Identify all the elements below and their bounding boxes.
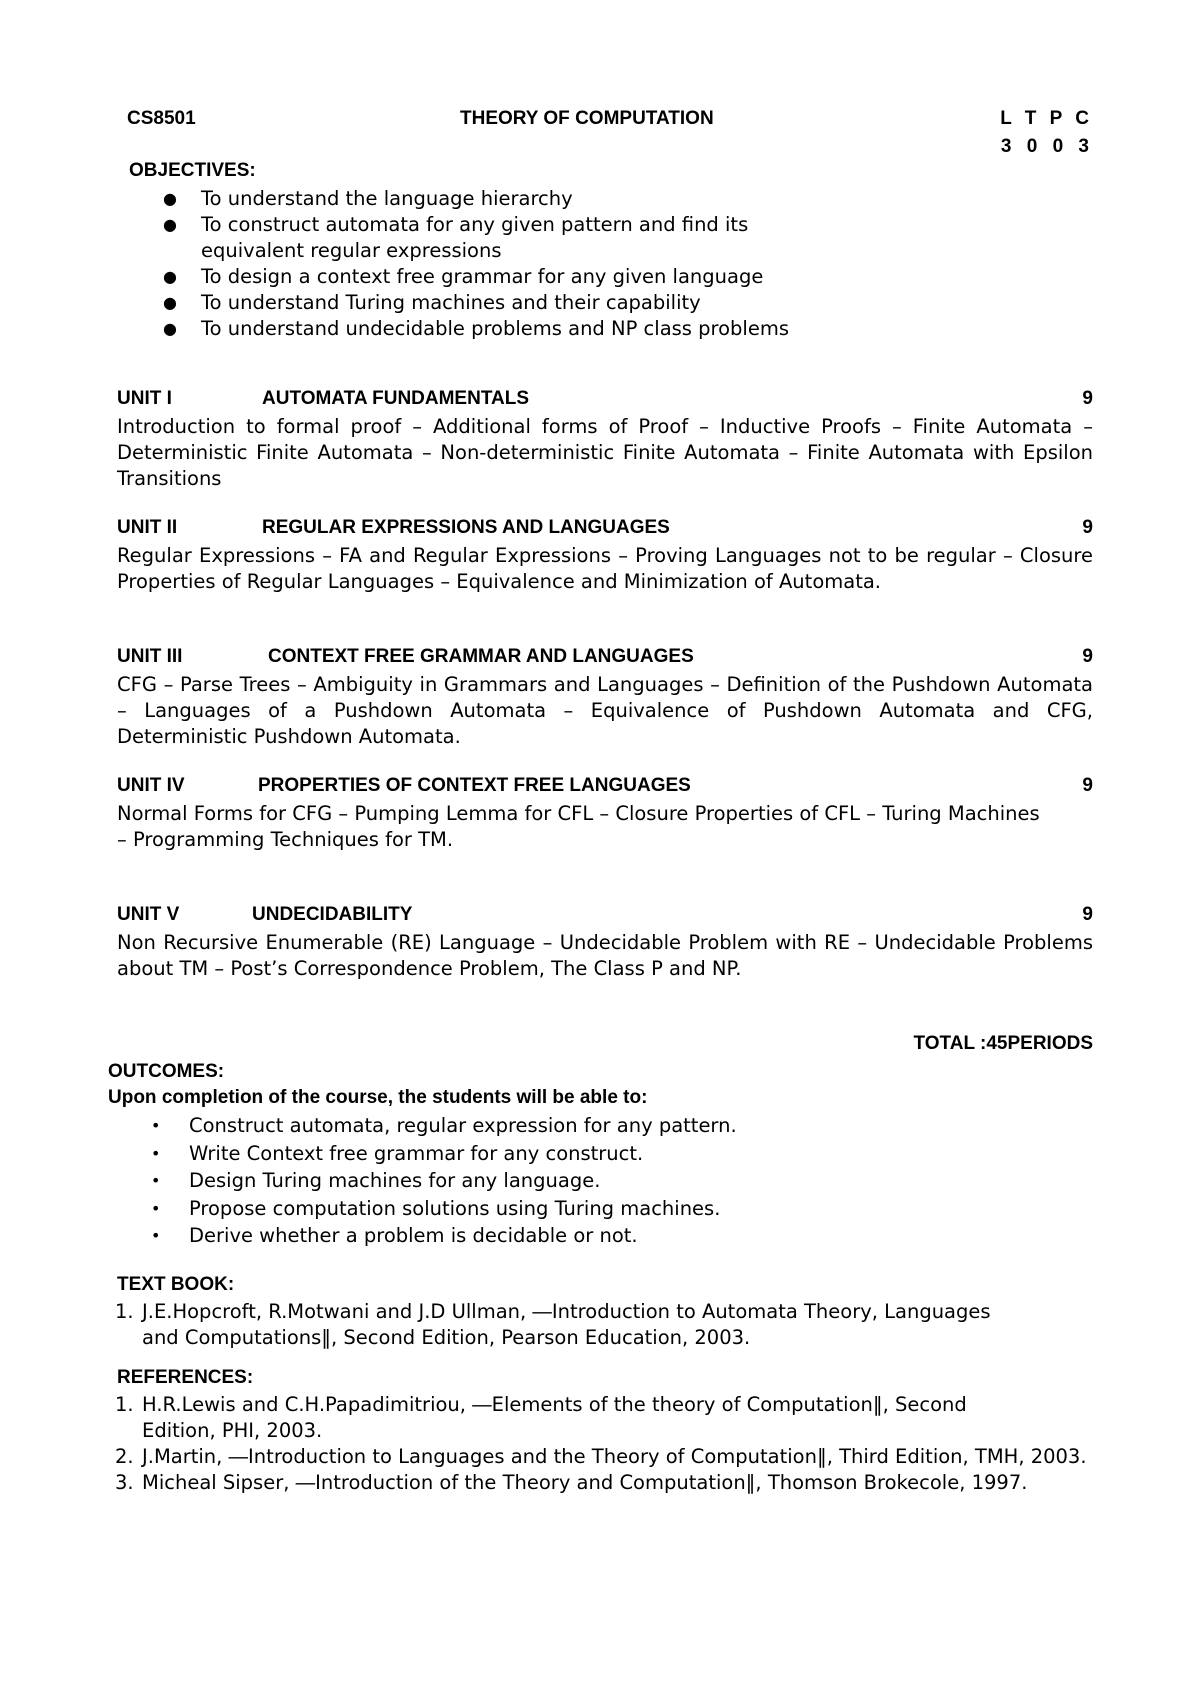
list-item: 2. J.Martin, ―Introduction to Languages and the Theory of Computation‖, Third Edition, TMH, 2003.	[115, 1445, 1087, 1468]
unit-section	[117, 517, 1093, 595]
list-item: • Design Turing machines for any language.	[189, 1167, 989, 1195]
unit-hours: 9	[1082, 775, 1093, 796]
unit-section	[117, 775, 1093, 853]
unit-content-cont: – Programming Techniques for TM.	[117, 828, 454, 851]
unit-hours: 9	[1082, 904, 1093, 925]
unit-hours: 9	[1082, 646, 1093, 667]
unit-title: REGULAR EXPRESSIONS AND LANGUAGES	[262, 517, 670, 538]
list-item: • Propose computation solutions using Turing machines.	[189, 1195, 989, 1223]
unit-heading	[117, 517, 1093, 543]
list-item: 1. H.R.Lewis and C.H.Papadimitriou, ―Elements of the theory of Computation‖, Second Edition, PHI, 2003.	[115, 1393, 967, 1442]
unit-title: UNDECIDABILITY	[252, 904, 413, 925]
list-item: ● To understand the language hierarchy	[163, 187, 573, 210]
bullet-icon: •	[151, 1171, 161, 1190]
references-title: REFERENCES:	[117, 1367, 254, 1388]
bullet-icon: •	[151, 1226, 161, 1245]
unit-number: UNIT V	[117, 904, 180, 925]
bullet-icon: ●	[163, 319, 177, 338]
list-item: • Derive whether a problem is decidable or not.	[189, 1222, 989, 1250]
unit-content: Regular Expressions – FA and Regular Expressions – Proving Languages not to be regular – Closure Properties of Regular Languages – Equivalence and Minimization of Automata.	[117, 544, 1093, 593]
list-item: 3. Micheal Sipser, ―Introduction of the Theory and Computation‖, Thomson Brokecole, 1997.	[115, 1471, 1028, 1494]
list-item: ● To design a context free grammar for any given language	[163, 265, 764, 288]
references-list	[115, 1392, 1102, 1496]
objectives-list	[163, 186, 901, 342]
outcomes-intro: Upon completion of the course, the students will be able to:	[108, 1087, 648, 1108]
unit-number: UNIT IV	[117, 775, 185, 796]
unit-heading	[117, 904, 1093, 930]
unit-title: CONTEXT FREE GRAMMAR AND LANGUAGES	[268, 646, 694, 667]
ltpc-labels: L T P C	[1000, 108, 1093, 129]
bullet-icon: •	[151, 1198, 161, 1218]
unit-number: UNIT I	[117, 388, 172, 409]
list-item: • Construct automata, regular expression for any pattern.	[189, 1112, 989, 1140]
unit-content: Normal Forms for CFG – Pumping Lemma for CFL – Closure Properties of CFL – Turing Machines	[117, 802, 1040, 825]
unit-section	[117, 388, 1093, 492]
unit-content: Introduction to formal proof – Additional forms of Proof – Inductive Proofs – Finite Automata – Deterministic Finite Automata – Non-deterministic Finite Automata – Finite Automata with Epsilon Transitions	[117, 415, 1093, 490]
outcomes-title: OUTCOMES:	[108, 1061, 225, 1082]
bullet-icon: •	[151, 1143, 161, 1163]
list-item: ● To understand undecidable problems and NP class problems	[163, 317, 789, 340]
course-title: THEORY OF COMPUTATION	[460, 108, 714, 129]
unit-content: CFG – Parse Trees – Ambiguity in Grammars and Languages – Definition of the Pushdown Automata – Languages of a Pushdown Automata – Equivalence of Pushdown Automata and CFG, Deterministic Pushdown Automata.	[117, 673, 1093, 748]
total-periods: TOTAL :45PERIODS	[913, 1033, 1093, 1054]
unit-section	[117, 646, 1093, 750]
unit-hours: 9	[1082, 388, 1093, 409]
ltpc-values: 3 0 0 3	[1000, 136, 1094, 157]
bullet-icon: ●	[163, 267, 177, 286]
list-item: • Write Context free grammar for any construct.	[189, 1140, 989, 1168]
unit-number: UNIT III	[117, 646, 183, 667]
unit-title: PROPERTIES OF CONTEXT FREE LANGUAGES	[258, 775, 691, 796]
outcomes-list	[151, 1112, 989, 1250]
bullet-icon: ●	[163, 215, 177, 234]
list-item: ● To construct automata for any given pattern and find its equivalent regular expressions	[163, 213, 749, 262]
list-item: 1. J.E.Hopcroft, R.Motwani and J.D Ullman, ―Introduction to Automata Theory, Languages and Computations‖, Second Edition, Pearson Education, 2003.	[115, 1300, 991, 1349]
bullet-icon: ●	[163, 189, 177, 208]
text-book-list	[115, 1299, 1102, 1351]
objectives-title: OBJECTIVES:	[129, 160, 256, 181]
unit-heading	[117, 388, 1093, 414]
unit-title: AUTOMATA FUNDAMENTALS	[262, 388, 530, 409]
course-header	[127, 108, 1093, 134]
text-book-title: TEXT BOOK:	[117, 1274, 235, 1295]
unit-number: UNIT II	[117, 517, 178, 538]
unit-hours: 9	[1082, 517, 1093, 538]
list-item: ● To understand Turing machines and their capability	[163, 291, 701, 314]
bullet-icon: ●	[163, 293, 177, 312]
unit-heading	[117, 775, 1093, 801]
unit-section	[117, 904, 1093, 982]
unit-content: Non Recursive Enumerable (RE) Language – Undecidable Problem with RE – Undecidable Problems about TM – Post’s Correspondence Problem, The Class P and NP.	[117, 931, 1093, 980]
bullet-icon: •	[151, 1116, 161, 1135]
course-code: CS8501	[127, 108, 196, 129]
unit-heading	[117, 646, 1093, 672]
